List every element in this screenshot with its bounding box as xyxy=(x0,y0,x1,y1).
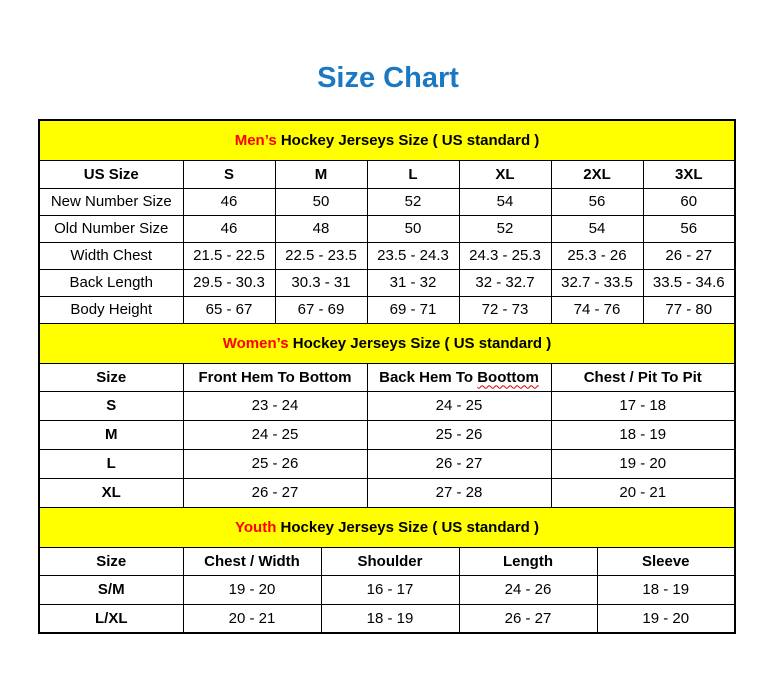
cell-mens-4-4: 74 - 76 xyxy=(551,296,643,323)
cell-mens-2-1: 22.5 - 23.5 xyxy=(275,242,367,269)
column-header-youth-1: Chest / Width xyxy=(183,547,321,575)
cell-mens-2-4: 25.3 - 26 xyxy=(551,242,643,269)
section-band-womens xyxy=(39,323,735,363)
cell-womens-2-1: 26 - 27 xyxy=(367,449,551,478)
cell-mens-1-0: 46 xyxy=(183,215,275,242)
misspelled-word: Boottom xyxy=(477,368,539,386)
column-header-mens-4: XL xyxy=(459,160,551,188)
row-label-womens-3: XL xyxy=(39,478,183,507)
cell-womens-1-1: 25 - 26 xyxy=(367,420,551,449)
row-label-mens-2: Width Chest xyxy=(39,242,183,269)
column-header-womens-2: Back Hem To Boottom xyxy=(367,363,551,391)
row-label-mens-0: New Number Size xyxy=(39,188,183,215)
cell-mens-1-5: 56 xyxy=(643,215,735,242)
cell-mens-2-0: 21.5 - 22.5 xyxy=(183,242,275,269)
cell-womens-3-0: 26 - 27 xyxy=(183,478,367,507)
section-band-youth xyxy=(39,507,735,547)
section-accent-womens: Women’s xyxy=(222,334,289,352)
section-title-womens: Women’s Hockey Jerseys Size ( US standard ) xyxy=(39,323,735,363)
section-title-mens: Men’s Hockey Jerseys Size ( US standard ) xyxy=(39,120,735,160)
table-row-youth-1 xyxy=(39,604,735,633)
cell-mens-1-3: 52 xyxy=(459,215,551,242)
column-header-mens-1: S xyxy=(183,160,275,188)
row-label-womens-0: S xyxy=(39,391,183,420)
cell-youth-0-1: 16 - 17 xyxy=(321,575,459,604)
cell-womens-0-0: 23 - 24 xyxy=(183,391,367,420)
cell-mens-3-4: 32.7 - 33.5 xyxy=(551,269,643,296)
header-row-youth xyxy=(39,547,735,575)
cell-youth-0-2: 24 - 26 xyxy=(459,575,597,604)
cell-mens-0-1: 50 xyxy=(275,188,367,215)
cell-mens-0-5: 60 xyxy=(643,188,735,215)
cell-mens-0-0: 46 xyxy=(183,188,275,215)
cell-womens-0-2: 17 - 18 xyxy=(551,391,735,420)
cell-mens-3-0: 29.5 - 30.3 xyxy=(183,269,275,296)
cell-womens-1-2: 18 - 19 xyxy=(551,420,735,449)
section-accent-mens: Men’s xyxy=(234,131,277,149)
column-header-mens-5: 2XL xyxy=(551,160,643,188)
table-row-womens-2 xyxy=(39,449,735,478)
section-accent-youth: Youth xyxy=(235,518,277,536)
section-title-youth: Youth Hockey Jerseys Size ( US standard ) xyxy=(39,507,735,547)
cell-mens-0-2: 52 xyxy=(367,188,459,215)
table-row-womens-0 xyxy=(39,391,735,420)
cell-mens-3-2: 31 - 32 xyxy=(367,269,459,296)
row-label-youth-0: S/M xyxy=(39,575,183,604)
table-row-mens-1 xyxy=(39,215,735,242)
cell-womens-1-0: 24 - 25 xyxy=(183,420,367,449)
cell-womens-3-1: 27 - 28 xyxy=(367,478,551,507)
cell-mens-4-2: 69 - 71 xyxy=(367,296,459,323)
column-header-mens-2: M xyxy=(275,160,367,188)
column-header-youth-4: Sleeve xyxy=(597,547,735,575)
cell-mens-4-0: 65 - 67 xyxy=(183,296,275,323)
cell-youth-1-0: 20 - 21 xyxy=(183,604,321,633)
cell-womens-3-2: 20 - 21 xyxy=(551,478,735,507)
section-band-mens xyxy=(39,120,735,160)
cell-mens-0-3: 54 xyxy=(459,188,551,215)
row-label-mens-1: Old Number Size xyxy=(39,215,183,242)
row-label-womens-2: L xyxy=(39,449,183,478)
column-header-mens-6: 3XL xyxy=(643,160,735,188)
cell-mens-3-3: 32 - 32.7 xyxy=(459,269,551,296)
row-label-mens-4: Body Height xyxy=(39,296,183,323)
column-header-womens-0: Size xyxy=(39,363,183,391)
column-header-youth-0: Size xyxy=(39,547,183,575)
cell-mens-3-1: 30.3 - 31 xyxy=(275,269,367,296)
column-header-womens-1: Front Hem To Bottom xyxy=(183,363,367,391)
table-row-mens-0 xyxy=(39,188,735,215)
column-header-mens-3: L xyxy=(367,160,459,188)
cell-womens-0-1: 24 - 25 xyxy=(367,391,551,420)
cell-mens-2-2: 23.5 - 24.3 xyxy=(367,242,459,269)
size-chart-table xyxy=(38,119,736,634)
cell-mens-0-4: 56 xyxy=(551,188,643,215)
cell-mens-2-3: 24.3 - 25.3 xyxy=(459,242,551,269)
cell-womens-2-0: 25 - 26 xyxy=(183,449,367,478)
cell-youth-1-2: 26 - 27 xyxy=(459,604,597,633)
cell-mens-4-1: 67 - 69 xyxy=(275,296,367,323)
cell-womens-2-2: 19 - 20 xyxy=(551,449,735,478)
table-row-youth-0 xyxy=(39,575,735,604)
row-label-mens-3: Back Length xyxy=(39,269,183,296)
cell-mens-1-4: 54 xyxy=(551,215,643,242)
column-header-mens-0: US Size xyxy=(39,160,183,188)
row-label-womens-1: M xyxy=(39,420,183,449)
page-title: Size Chart xyxy=(317,62,459,94)
cell-mens-1-1: 48 xyxy=(275,215,367,242)
cell-mens-4-3: 72 - 73 xyxy=(459,296,551,323)
column-header-youth-3: Length xyxy=(459,547,597,575)
table-row-mens-4 xyxy=(39,296,735,323)
column-header-womens-3: Chest / Pit To Pit xyxy=(551,363,735,391)
table-row-womens-3 xyxy=(39,478,735,507)
header-row-mens xyxy=(39,160,735,188)
cell-youth-0-0: 19 - 20 xyxy=(183,575,321,604)
column-header-youth-2: Shoulder xyxy=(321,547,459,575)
cell-mens-3-5: 33.5 - 34.6 xyxy=(643,269,735,296)
table-row-mens-2 xyxy=(39,242,735,269)
table-row-mens-3 xyxy=(39,269,735,296)
cell-youth-0-3: 18 - 19 xyxy=(597,575,735,604)
header-row-womens xyxy=(39,363,735,391)
cell-mens-4-5: 77 - 80 xyxy=(643,296,735,323)
size-chart-container xyxy=(38,119,736,634)
cell-youth-1-3: 19 - 20 xyxy=(597,604,735,633)
cell-mens-1-2: 50 xyxy=(367,215,459,242)
cell-youth-1-1: 18 - 19 xyxy=(321,604,459,633)
cell-mens-2-5: 26 - 27 xyxy=(643,242,735,269)
row-label-youth-1: L/XL xyxy=(39,604,183,633)
table-row-womens-1 xyxy=(39,420,735,449)
